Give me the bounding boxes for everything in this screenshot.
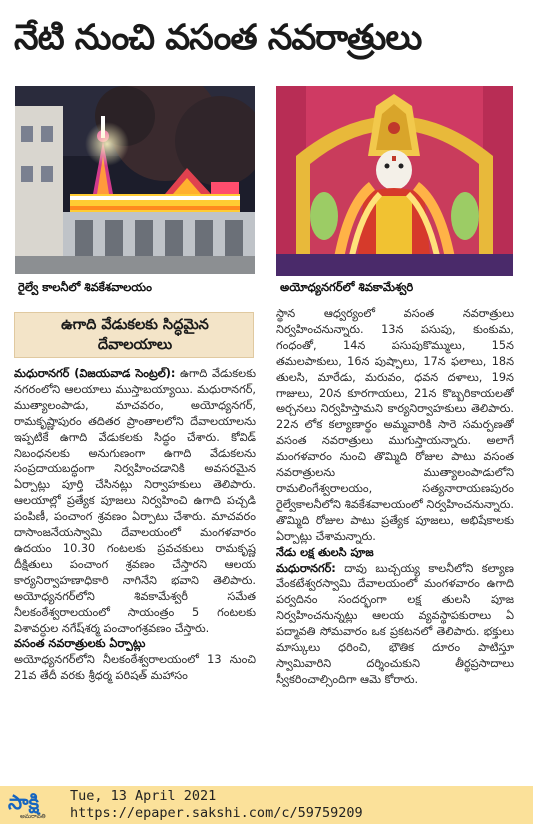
goddess-idol-illustration: [276, 86, 513, 276]
article-paragraph: అయోధ్యనగర్‌లోని నీలకంఠేశ్వరాలయంలో 13 నుంచి 21వ తేదీ వరకు శ్రీధర్మ పరిషత్ మహాసం: [14, 653, 256, 683]
photo-caption-left: రైల్వే కాలనీలో శివకేశవాలయం: [18, 280, 152, 294]
subheadline-box: [14, 312, 254, 358]
article-column-right: [276, 306, 514, 781]
publication-date: Tue, 13 April 2021: [70, 788, 217, 804]
dateline: మధురానగర్:: [276, 561, 336, 575]
subheadline-line-1: ఉగాది వేడుకలకు సిద్ధమైన: [61, 317, 209, 333]
goddess-idol-photo: [276, 86, 513, 276]
article-paragraph: [276, 561, 514, 688]
section-heading: నేడు లక్ష తులసి పూజ: [276, 545, 374, 559]
temple-night-photo: [15, 86, 255, 274]
logo-text: సాక్షి: [8, 790, 40, 814]
dateline: మధురానగర్ (విజయవాడ సెంట్రల్):: [14, 367, 176, 380]
paragraph-text: దావు బుచ్చయ్య కాలనీలోని కల్యాణ వేంకటేశ్వరస్వామి దేవాలయంలో మంగళవారం ఉగాది పర్వదినం సందర్భంగా లక్ష తులసి పూజ నిర్వహించనున్నట్లు ఆలయ వ్యవస్థాపకురాలు ఏ పద్మావతి సోమవారం ఒక ప్రకటనలో తెలిపారు. భక్తులు మాస్కులు ధరించి, భౌతిక దూరం పాటిస్తూ స్వామివారిని దర్శించుకుని తీర్థప్రసాదాలు స్వీకరించాల్సిందిగా ఆమె కోరారు.: [276, 561, 514, 686]
article-paragraph: [14, 366, 256, 636]
temple-night-illustration: [15, 86, 255, 274]
subheadline-line-2: దేవాలయాలు: [97, 337, 173, 353]
paragraph-text: ఉగాది వేడుకలకు నగరంలోని ఆలయాలు ముస్తాబయ్యాయి. మధురానగర్, ముత్యాలంపాడు, మాచవరం, అయోధ్యనగర్, రామకృష్ణాపురం తదితర ప్రాంతాలలోని దేవాలయాలను ఇప్పటికే ఉగాది వేడుకలకు సిద్ధం చేశారు. కోవిడ్ నిబంధనలకు అనుగుణంగా ఉగాది వేడుకలను సంప్రదాయబద్ధంగా నిర్వహించడానికి అవసరమైన ఏర్పాట్లు పూర్తి చేసినట్లు నిర్వాహకులు తెలిపారు. ఆలయాల్లో ప్రత్యేక పూజలు నిర్వహించి ఉగాది పచ్చడి పంపిణీ, పంచాంగ శ్రవణం ఏర్పాటు చేశారు. మాచవరం దాసాంజనేయస్వామి దేవాలయంలో మంగళవారం ఉదయం 10.30 గంటలకు ప్రవచకులు రామకృష్ణ దీక్షితులు పంచాంగ శ్రవణం చేస్తారని ఆలయ కార్యనిర్వాహణాధికారి నాగినేని భవాని తెలిపారు. అయోధ్యనగర్‌లోని శివకామేశ్వరీ సమేత నీలకంఠేశ్వరాలయంలో సాయంత్రం 5 గంటలకు విశావర్ధుల నగేష్‌శర్మ పంచాంగశ్రవణం చేస్తారు.: [14, 367, 256, 635]
article-column-left: [14, 366, 256, 781]
epaper-url-link[interactable]: https://epaper.sakshi.com/c/59759209: [70, 805, 363, 821]
photo-caption-right: అయోధ్యనగర్‌లో శివకామేశ్వరి: [280, 280, 414, 294]
section-heading: వసంత నవరాత్రులకు ఏర్పాట్లు: [14, 637, 146, 651]
sakshi-logo: [6, 789, 62, 819]
article-paragraph: స్థాన ఆధ్వర్యంలో వసంత నవరాత్రులు నిర్వహించనున్నారు. 13న పసుపు, కుంకుమ, గంధంతో, 14న పసుపుకొమ్ములు, 15న తమలపాకులు, 16న పుష్పాలు, 17న ఫలాలు, 18న తులసి, మారేడు, మరువం, ధవన దళాలు, 19న గాజులు, 20న కూరగాయలు, 21న కొబ్బరికాయలతో అర్చనలు నిర్వహిస్తామని కార్యనిర్వాహకులు తెలిపారు. 22న లోక కల్యాణార్థం అమ్మవారికి సారె సమర్పణతో వసంత నవరాత్రులు ముగుస్తాయన్నారు. అలాగే మంగళవారం నుంచి తొమ్మిది రోజుల పాటు వసంత నవరాత్రులను ముత్యాలంపాడులోని రామలింగేశ్వరాలయం, సత్యనారాయణపురం రైల్వేకాలనీలోని శివకేశవాలయంలో నిర్వహించనున్నారు. తొమ్మిది రోజుల పాటు ప్రత్యేక పూజలు, అభిషేకాలకు ఏర్పాట్లు చేశామన్నారు.: [276, 307, 514, 543]
logo-subtext: అమరావతి: [20, 813, 46, 819]
headline: నేటి నుంచి వసంత నవరాత్రులు: [14, 18, 422, 58]
sakshi-logo-icon: [6, 789, 62, 819]
